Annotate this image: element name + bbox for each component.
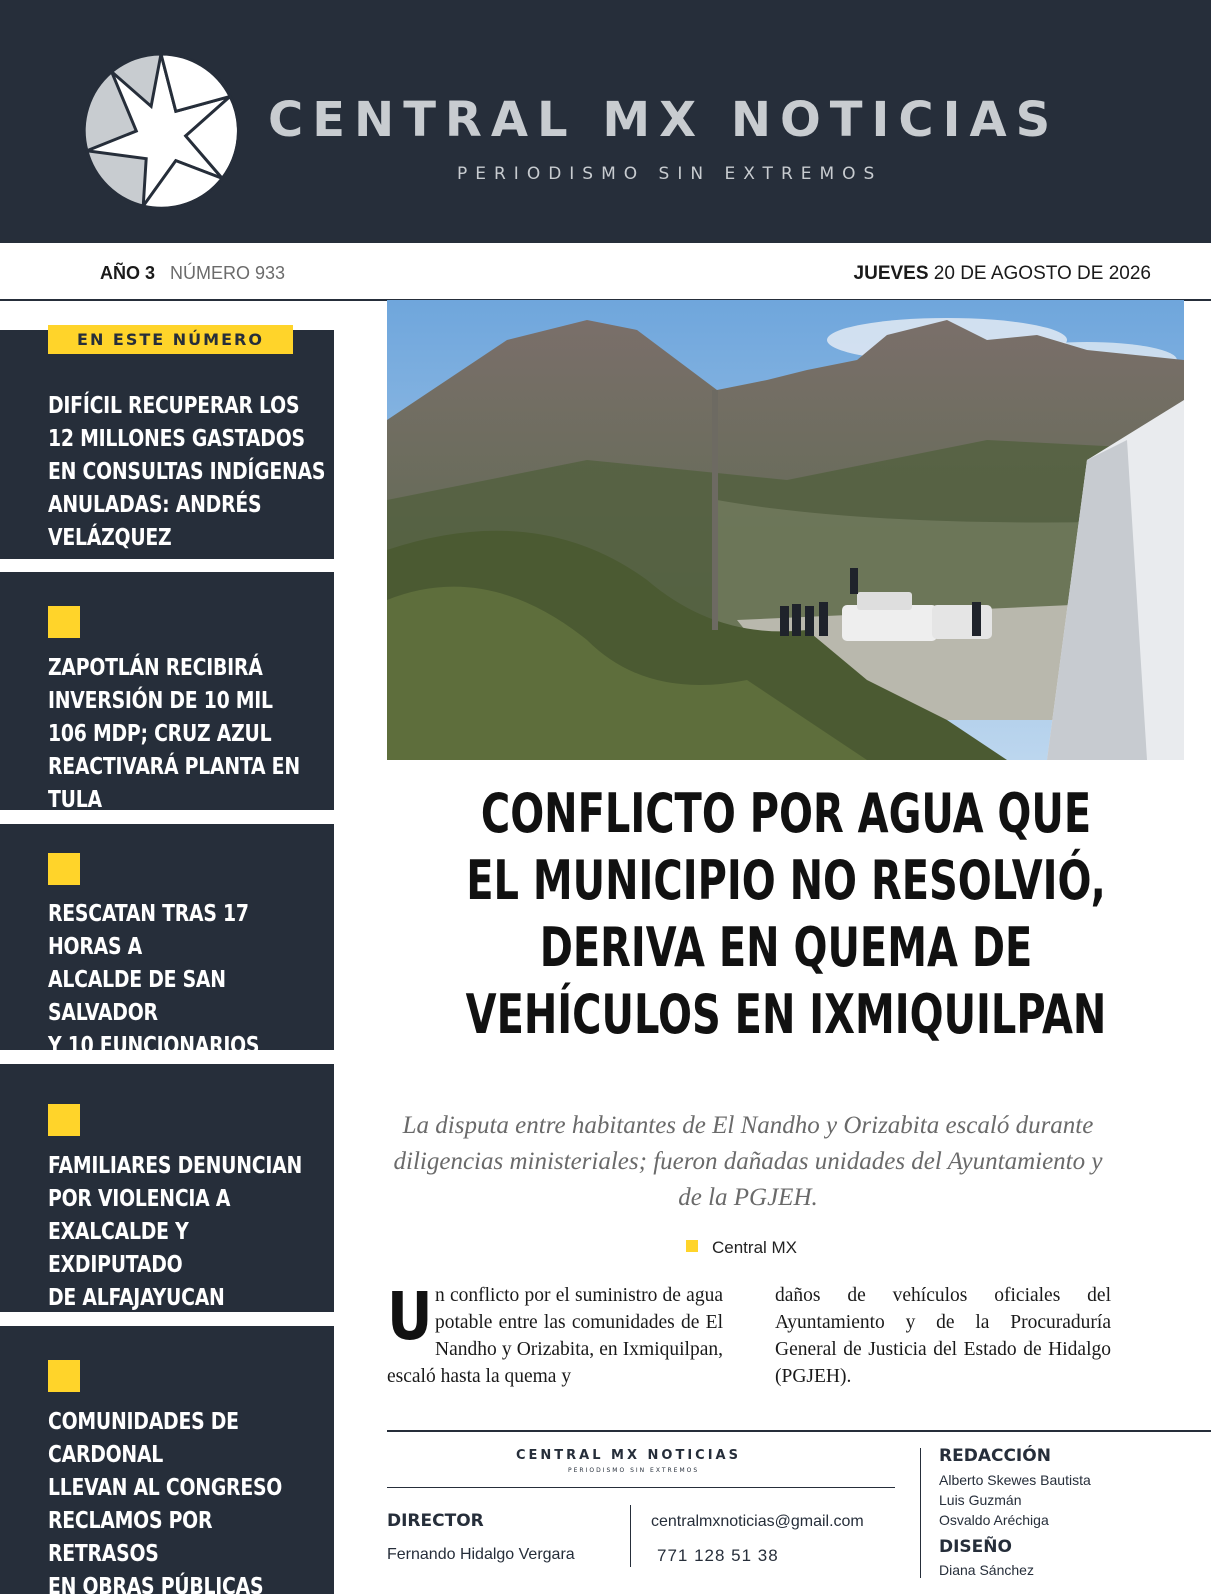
headline-line: EN OBRAS PÚBLICAS (48, 1574, 264, 1594)
headline-line: CONFLICTO POR AGUA QUE (480, 782, 1092, 845)
headline-line: ZAPOTLÁN RECIBIRÁ (48, 655, 263, 681)
director-label: DIRECTOR (387, 1511, 484, 1531)
headline-line: POR VIOLENCIA A (48, 1186, 231, 1212)
contact-email[interactable]: centralmxnoticias@gmail.com (651, 1513, 864, 1530)
headline-line: FAMILIARES DENUNCIAN (48, 1153, 303, 1179)
headline-line: VEHÍCULOS EN IXMIQUILPAN (465, 983, 1107, 1046)
byline-author: Central MX (712, 1238, 798, 1257)
footer-brand-tag: PERIODISMO SIN EXTREMOS (568, 1467, 700, 1474)
headline-line: ANULADAS: ANDRÉS VELÁZQUEZ (48, 492, 262, 551)
contact-phone[interactable]: 771 128 51 38 (657, 1546, 779, 1565)
issue-weekday: JUEVES (853, 263, 929, 284)
sidebar-item-headline (48, 652, 327, 817)
diseno-label: DISEÑO (939, 1537, 1012, 1557)
drop-cap: U (387, 1278, 433, 1355)
headline-line: EN CONSULTAS INDÍGENAS (48, 459, 326, 485)
headline-line: DERIVA EN QUEMA DE (539, 916, 1033, 979)
headline-line: EL MUNICIPIO NO RESOLVIÓ, (466, 849, 1106, 912)
bullet-square-icon (48, 606, 80, 638)
headline-line: Y 10 FUNCIONARIOS (48, 1033, 260, 1059)
article-deck: La disputa entre habitantes de El Nandho y Orizabita escaló durante diligencias ministeriales; fueron dañadas unidades del Ayuntamiento y de la PGJEH. (393, 1112, 1103, 1211)
footer-vertical-rule (630, 1505, 631, 1567)
issue-number: NÚMERO 933 (170, 263, 286, 283)
bullet-square-icon (686, 1240, 698, 1252)
article-column-1 (387, 1278, 723, 1390)
director-name: Fernando Hidalgo Vergara (387, 1546, 575, 1563)
landscape-photo-illustration (387, 300, 1184, 760)
article-column-2: daños de vehículos oficiales del Ayuntamiento y de la Procuraduría General de Justicia del Estado de Hidalgo (PGJEH). (775, 1285, 1111, 1387)
masthead (0, 0, 1211, 243)
sidebar-item-headline (48, 1406, 327, 1594)
staff-name: Diana Sánchez (939, 1562, 1034, 1578)
masthead-tagline: PERIODISMO SIN EXTREMOS (457, 164, 883, 184)
issue-date-text: 20 DE AGOSTO DE 2026 (933, 263, 1151, 284)
main-headline (387, 780, 1184, 1048)
staff-name: Osvaldo Aréchiga (939, 1512, 1049, 1528)
redaccion-label: REDACCIÓN (939, 1446, 1051, 1466)
headline-line: RESCATAN TRAS 17 HORAS A (48, 901, 249, 960)
staff-name: Alberto Skewes Bautista (939, 1472, 1091, 1488)
staff-name: Luis Guzmán (939, 1492, 1022, 1508)
headline-line: 106 MDP; CRUZ AZUL (48, 721, 272, 747)
byline (686, 1238, 797, 1258)
footer-divider (387, 1430, 1211, 1432)
footer-vertical-rule (920, 1448, 921, 1578)
aperture-logo (82, 52, 240, 210)
headline-line: 12 MILLONES GASTADOS (48, 426, 305, 452)
headline-line: COMUNIDADES DE CARDONAL (48, 1409, 239, 1468)
headline-line: DIFÍCIL RECUPERAR LOS (48, 393, 300, 419)
headline-line: ALCALDE DE SAN SALVADOR (48, 967, 226, 1026)
masthead-title: CENTRAL MX NOTICIAS (268, 92, 1060, 148)
footer-brand: CENTRAL MX NOTICIAS (516, 1448, 741, 1463)
sidebar-item-headline (48, 1150, 327, 1315)
headline-line: EXALCALDE Y EXDIPUTADO (48, 1219, 189, 1278)
sidebar-item-headline (48, 390, 327, 555)
issue-info (100, 263, 285, 284)
issue-year: AÑO 3 (100, 263, 156, 283)
bullet-square-icon (48, 1360, 80, 1392)
issue-bar (0, 243, 1211, 301)
bullet-square-icon (48, 853, 80, 885)
footer-rule (387, 1487, 895, 1488)
sidebar-label: EN ESTE NÚMERO (48, 325, 293, 354)
bullet-square-icon (48, 1104, 80, 1136)
article-text: n conflicto por el suministro de agua potable entre las comunidades de El Nandho y Orizabita, en Ixmiquilpan, escaló hasta la quema y (387, 1285, 723, 1387)
issue-date (854, 263, 1151, 285)
headline-line: DE ALFAJAYUCAN (48, 1285, 225, 1311)
headline-line: INVERSIÓN DE 10 MIL (48, 688, 273, 714)
headline-line: RECLAMOS POR RETRASOS (48, 1508, 213, 1567)
headline-line: REACTIVARÁ PLANTA EN TULA (48, 754, 300, 813)
hero-photo (387, 300, 1184, 760)
headline-line: LLEVAN AL CONGRESO (48, 1475, 283, 1501)
